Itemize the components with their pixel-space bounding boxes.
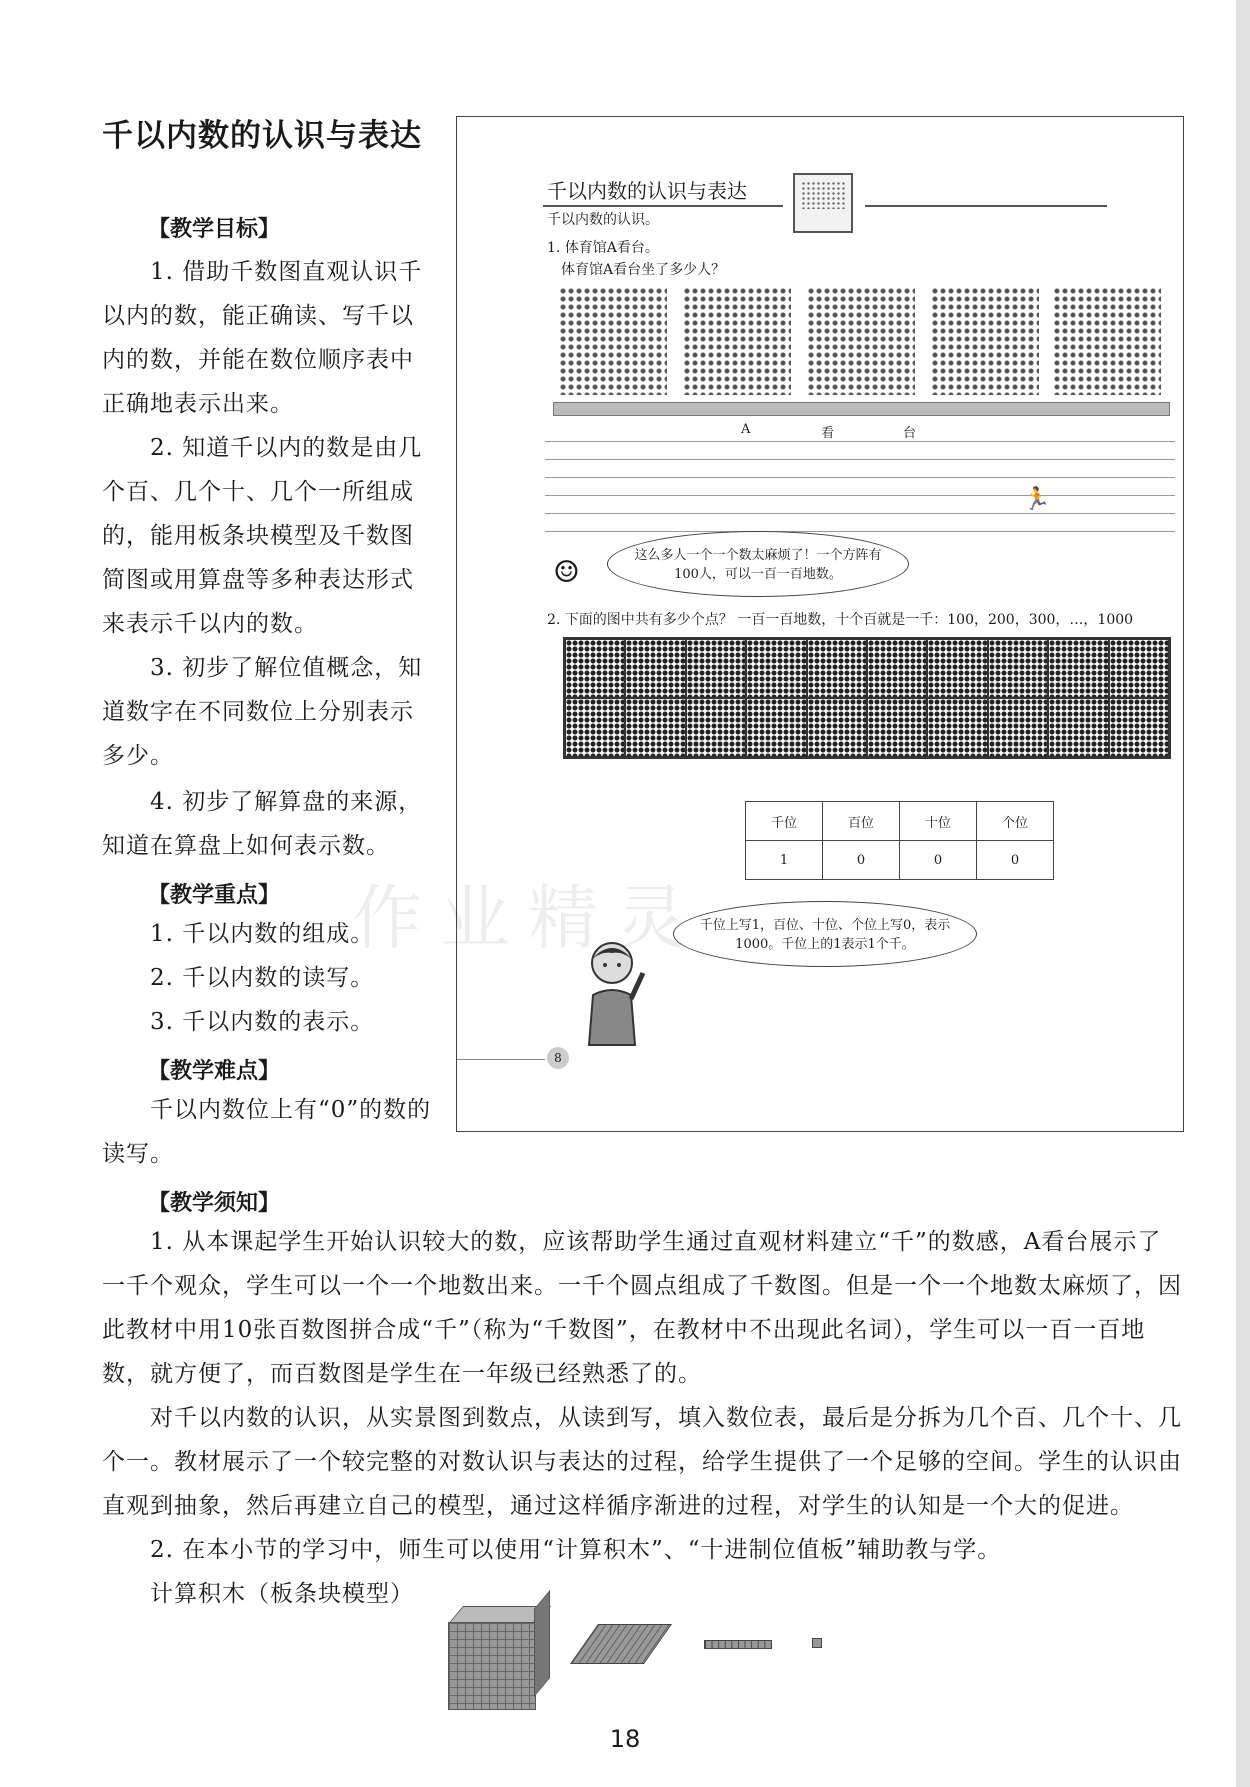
stand-bench (553, 402, 1170, 416)
place-header-ones: 个位 (977, 802, 1054, 841)
excerpt-title: 千以内数的认识与表达 (547, 179, 747, 203)
audience-block-1 (559, 287, 667, 395)
unit-cube (812, 1638, 822, 1648)
place-header-hundreds: 百位 (823, 802, 900, 841)
thousand-cube-side (534, 1590, 550, 1697)
objective-4: 4. 初步了解算盘的来源，知道在算盘上如何表示数。 (102, 789, 423, 859)
hundred-block (1109, 698, 1169, 757)
track-line (545, 531, 1175, 532)
objective-3: 3. 初步了解位值概念，知道数字在不同数位上分别表示多少。 (102, 655, 423, 769)
place-value-ones: 0 (977, 841, 1054, 880)
objective-1: 1. 借助千数图直观认识千以内的数，能正确读、写千以内的数，并能在数位顺序表中正确地表示出来。 (102, 259, 423, 417)
difficulty-heading: 【教学难点】 (148, 1059, 281, 1084)
key-point-1: 1. 千以内数的组成。 (150, 921, 375, 947)
stand-label-tai: 台 (903, 426, 917, 441)
hundred-block (686, 698, 746, 757)
place-value-hundreds: 0 (823, 841, 900, 880)
key-point-3: 3. 千以内数的表示。 (150, 1009, 375, 1035)
hundred-block (625, 698, 685, 757)
page-number: 18 (609, 1725, 641, 1753)
hundred-block (565, 698, 625, 757)
hundred-block (746, 639, 806, 698)
hundred-block (807, 639, 867, 698)
track-line (545, 495, 1175, 496)
textbook-excerpt (456, 116, 1184, 1132)
thousand-cube (448, 1622, 536, 1710)
excerpt-page-number: 8 (547, 1047, 569, 1069)
notes-paragraph-1: 1. 从本课起学生开始认识较大的数，应该帮助学生通过直观材料建立“千”的数感，A看台展示了一千个观众，学生可以一个一个地数出来。一千个圆点组成了千数图。但是一个一个地数太麻烦了，因此教材中用10张百数图拼合成“千”（称为“千数图”，在教材中不出现此名词），学生可以一百一百地数，就方便了，而百数图是学生在一年级已经熟悉了的。 (102, 1229, 1182, 1387)
place-header-thousands: 千位 (746, 802, 823, 841)
question-2: 2. 下面的图中共有多少个点？ 一百一百地数，十个百就是一千：100，200，300，…，1000 (547, 612, 1134, 628)
blocks-label: 计算积木（板条块模型） (150, 1581, 414, 1607)
track-line (545, 477, 1175, 478)
hundred-block (1048, 698, 1108, 757)
key-points-heading: 【教学重点】 (148, 883, 281, 908)
place-value-tens: 0 (900, 841, 977, 880)
track-line (545, 459, 1175, 460)
hundred-block (927, 639, 987, 698)
excerpt-subtitle: 千以内数的认识。 (547, 212, 659, 228)
hundred-flat (570, 1624, 672, 1664)
question-1: 1. 体育馆A看台。 (547, 240, 659, 256)
question-1-ask: 体育馆A看台坐了多少人？ (561, 262, 726, 278)
objectives-heading: 【教学目标】 (148, 217, 281, 242)
page-rule (457, 1059, 545, 1060)
audience-block-5 (1053, 287, 1161, 395)
notes-paragraph-3: 2. 在本小节的学习中，师生可以使用“计算积木”、“十进制位值板”辅助教与学。 (150, 1537, 1002, 1563)
excerpt-title-rule-right (865, 205, 1107, 207)
audience-block-4 (931, 287, 1039, 395)
audience-block-2 (683, 287, 791, 395)
notes-heading: 【教学须知】 (148, 1191, 281, 1216)
hundred-block (686, 639, 746, 698)
speech-bubble-1: 这么多人一个一个数太麻烦了！一个方阵有100人，可以一百一百地数。 (607, 531, 909, 597)
audience-block-3 (807, 287, 915, 395)
place-value-table (745, 801, 1054, 880)
page-title: 千以内数的认识与表达 (102, 118, 422, 154)
thousand-dot-chart (563, 637, 1171, 759)
watermark: 作业精灵 (352, 877, 704, 959)
cartoon-character-icon: ☺ (553, 555, 580, 590)
stand-label-a: A (741, 422, 751, 437)
hundred-block (1048, 639, 1108, 698)
stand-label-kan: 看 (821, 426, 835, 441)
notes-paragraph-2: 对千以内数的认识，从实景图到数点，从读到写，填入数位表，最后是分拆为几个百、几个十、几个一。教材展示了一个较完整的对数认识与表达的过程，给学生提供了一个足够的空间。学生的认识由直观到抽象，然后再建立自己的模型，通过这样循序渐进的过程，对学生的认知是一个大的促进。 (102, 1405, 1182, 1519)
difficulty-text: 千以内数位上有“0”的数的读写。 (102, 1097, 432, 1167)
hundred-block (746, 698, 806, 757)
page-edge (1236, 0, 1250, 1787)
place-value-thousands: 1 (746, 841, 823, 880)
place-header-tens: 十位 (900, 802, 977, 841)
hundred-block (867, 698, 927, 757)
hundred-block (807, 698, 867, 757)
hundred-block (988, 639, 1048, 698)
hundred-block (1109, 639, 1169, 698)
excerpt-title-rule (543, 205, 783, 207)
hundred-block (625, 639, 685, 698)
track-line (545, 513, 1175, 514)
hundred-block (565, 639, 625, 698)
runner-icon: 🏃 (1023, 487, 1051, 512)
objective-2: 2. 知道千以内的数是由几个百、几个十、几个一所组成的，能用板条块模型及千数图简图或用算盘等多种表达形式来表示千以内的数。 (102, 435, 423, 637)
ten-rod (704, 1640, 772, 1649)
key-point-2: 2. 千以内数的读写。 (150, 965, 375, 991)
hundred-block (988, 698, 1048, 757)
abacus-icon (793, 173, 853, 233)
hundred-block (927, 698, 987, 757)
track-line (545, 441, 1175, 442)
speech-bubble-2: 千位上写1，百位、十位、个位上写0，表示1000。千位上的1表示1个千。 (673, 901, 977, 967)
hundred-block (867, 639, 927, 698)
